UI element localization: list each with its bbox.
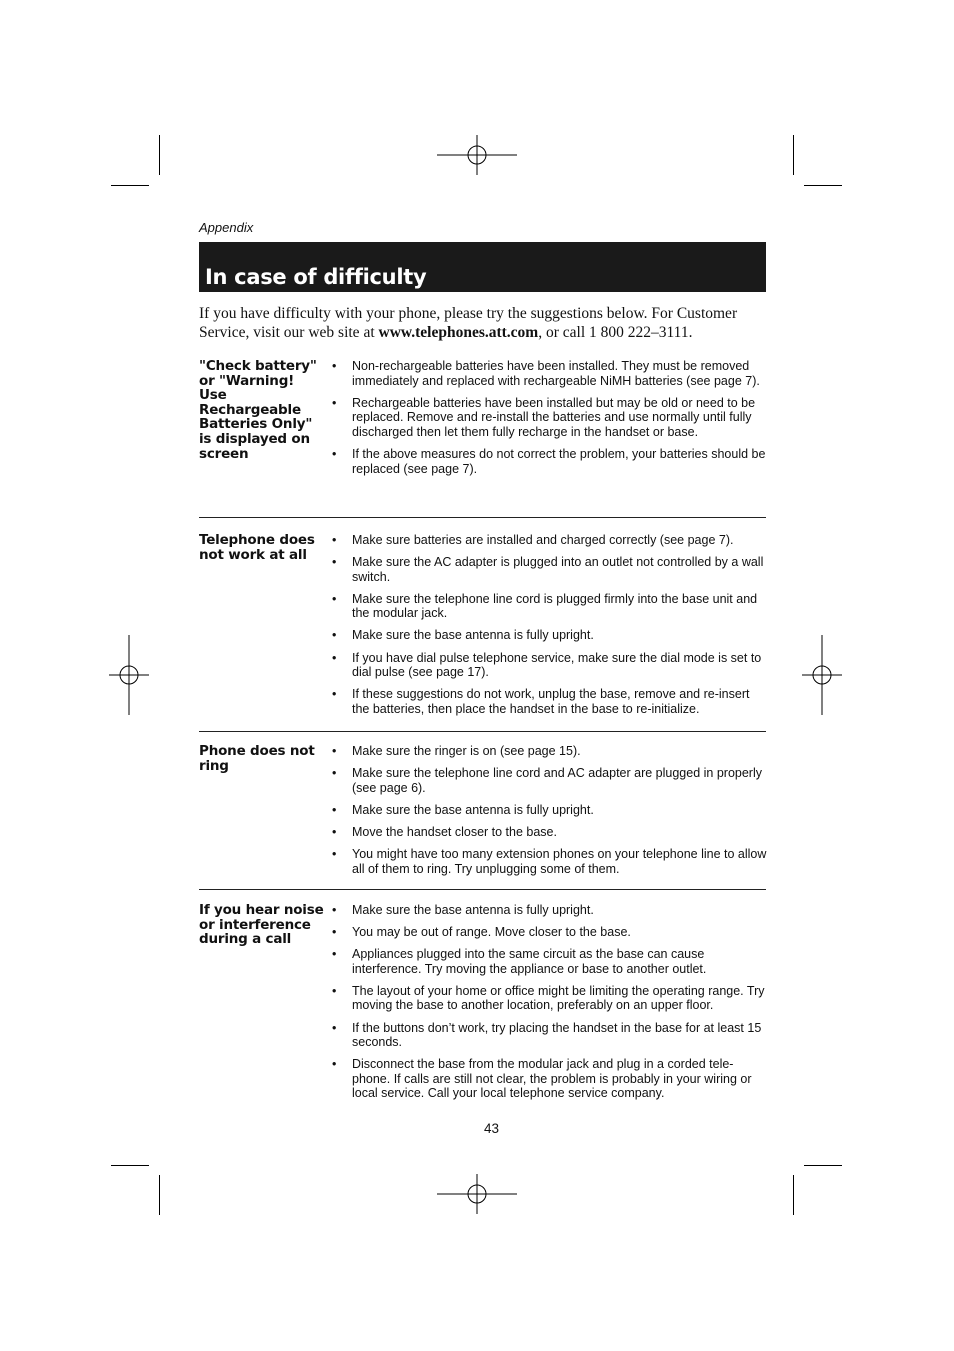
crop-mark xyxy=(159,1175,160,1215)
suggestion-item: • If these suggestions do not work, unplug the base, remove and re-insert the batteries, then place the handset in the base to re-initialize. xyxy=(332,687,750,716)
crop-mark xyxy=(804,185,842,186)
divider xyxy=(199,731,766,732)
suggestion-list xyxy=(332,744,768,884)
intro-paragraph xyxy=(199,304,766,342)
suggestion-item: • Non-rechargeable batteries have been installed. They must be removed immediately and replaced with rechargeable NiMH batteries (see page 7). xyxy=(332,359,760,388)
suggestion-item: • Make sure the ringer is on (see page 15). xyxy=(332,744,581,758)
suggestion-item: • Make sure the base antenna is fully upright. xyxy=(332,628,594,643)
section-label: Appendix xyxy=(199,220,254,235)
divider xyxy=(199,517,766,518)
suggestion-item: • Make sure the base antenna is fully upright. xyxy=(332,802,594,817)
block-title: If you hear noise or interference during a call xyxy=(199,902,324,948)
registration-mark-left xyxy=(109,635,149,715)
divider xyxy=(199,889,766,890)
suggestion-item: • Rechargeable batteries have been installed but may be old or need to be replaced. Remove and re-install the batteries and use normally until fully discharged then let them fully recharge in the handset or base. xyxy=(332,395,756,439)
suggestion-item: • Make sure the telephone line cord is plugged firmly into the base unit and the modular jack. xyxy=(332,591,758,621)
support-url: www.telephones.att.com xyxy=(378,324,539,341)
suggestion-item: • Make sure the telephone line cord and AC adapter are plugged in properly (see page 6). xyxy=(332,766,762,795)
crop-mark xyxy=(111,185,149,186)
page-number: 43 xyxy=(484,1121,500,1136)
suggestion-item: • You may be out of range. Move closer to the base. xyxy=(332,925,631,940)
crop-mark xyxy=(793,135,794,175)
crop-mark xyxy=(111,1165,149,1166)
registration-mark-right xyxy=(802,635,842,715)
suggestion-item: • Make sure the base antenna is fully upright. xyxy=(332,903,594,917)
suggestion-item: • Disconnect the base from the modular jack and plug in a corded tele-phone. If calls are still not clear, the problem is probably in your wiring or local service. Call your local telephone service company. xyxy=(332,1057,752,1101)
suggestion-item: • If you have dial pulse telephone service, make sure the dial mode is set to dial pulse (see page 17). xyxy=(332,650,762,680)
title-bar xyxy=(199,242,766,292)
suggestion-item: • If the buttons don’t work, try placing the handset in the base for at least 15 seconds. xyxy=(332,1020,762,1050)
block-title: Phone does not ring xyxy=(199,743,315,774)
intro-text-end: , or call 1 800 222–3111. xyxy=(538,324,693,341)
suggestion-item: • Make sure batteries are installed and charged correctly (see page 7). xyxy=(332,533,734,547)
block-title: "Check battery" or "Warning! Use Rechargeable Batteries Only" is displayed on screen xyxy=(199,358,317,462)
suggestion-list xyxy=(332,903,768,1109)
registration-mark-top xyxy=(437,135,517,175)
registration-mark-bottom xyxy=(437,1174,517,1214)
block-title: Telephone does not work at all xyxy=(199,532,315,563)
suggestion-item: • If the above measures do not correct the problem, your batteries should be replaced (see page 7). xyxy=(332,446,766,476)
suggestion-list xyxy=(332,533,768,724)
crop-mark xyxy=(793,1175,794,1215)
suggestion-item: • You might have too many extension phones on your telephone line to allow all of them to ring. Try unplugging some of them. xyxy=(332,846,767,876)
crop-mark xyxy=(804,1165,842,1166)
suggestion-item: • The layout of your home or office might be limiting the operating range. Try moving the base to another location, preferably on an upper floor. xyxy=(332,983,765,1013)
page-title: In case of difficulty xyxy=(205,265,427,289)
suggestion-list xyxy=(332,359,768,484)
suggestion-item: • Move the handset closer to the base. xyxy=(332,824,557,839)
crop-mark xyxy=(159,135,160,175)
suggestion-item: • Make sure the AC adapter is plugged into an outlet not controlled by a wall switch. xyxy=(332,555,764,584)
intro-text: If you have difficulty with your phone, please try the suggestions below. For Customer Service, visit our web site at xyxy=(199,305,738,341)
suggestion-item: • Appliances plugged into the same circuit as the base can cause interference. Try moving the appliance or base to another outlet. xyxy=(332,947,707,976)
